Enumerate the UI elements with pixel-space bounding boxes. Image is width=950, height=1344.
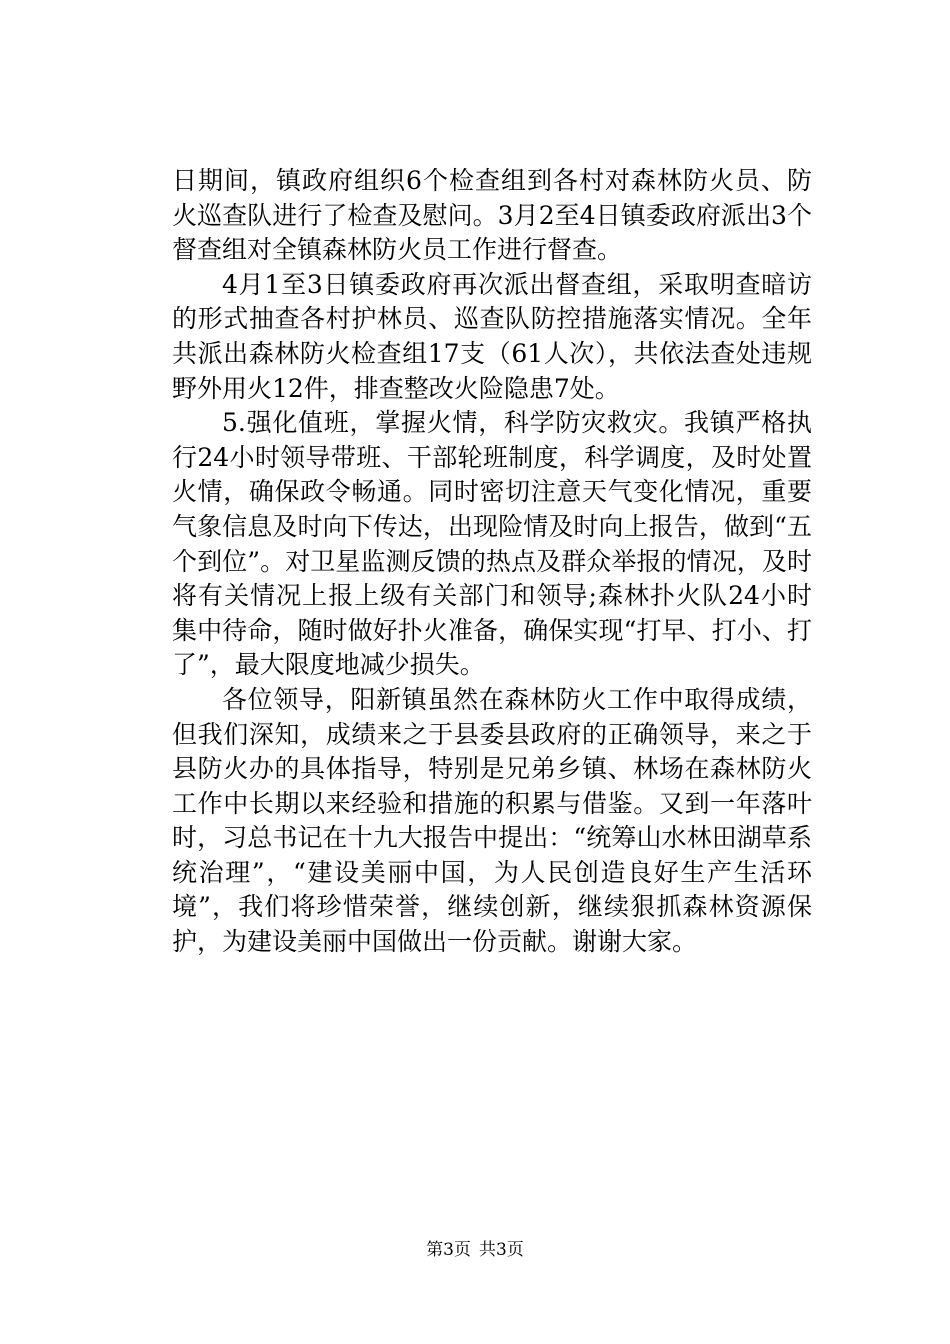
paragraph-3: 5.强化值班，掌握火情，科学防灾救灾。我镇严格执行24小时领导带班、干部轮班制度，科学调度，及时处置火情，确保政令畅通。同时密切注意天气变化情况，重要气象信息及时向下传达，出现险情及时向上报告，做到“五个到位”。对卫星监测反馈的热点及群众举报的情况，及时将有关情况上报上级有关部门和领导;森林扑火队24小时集中待命，随时做好扑火准备，确保实现“打早、打小、打了”，最大限度地减少损失。 [172, 408, 812, 680]
paragraph-1: 日期间，镇政府组织6个检查组到各村对森林防火员、防火巡查队进行了检查及慰问。3月2至4日镇委政府派出3个督查组对全镇森林防火员工作进行督查。 [172, 166, 812, 265]
paragraph-2: 4月1至3日镇委政府再次派出督查组，采取明查暗访的形式抽查各村护林员、巡查队防控措施落实情况。全年共派出森林防火检查组17支（61人次），共依法查处违规野外用火12件，排查整改火险隐患7处。 [172, 269, 812, 403]
page-number: 第3页 [426, 1240, 471, 1260]
document-body [172, 164, 812, 960]
page-total: 共3页 [479, 1240, 524, 1260]
paragraph-4: 各位领导，阳新镇虽然在森林防火工作中取得成绩，但我们深知，成绩来之于县委县政府的正确领导，来之于县防火办的具体指导，特别是兄弟乡镇、林场在森林防火工作中长期以来经验和措施的积累与借鉴。又到一年落叶时，习总书记在十九大报告中提出：“统筹山水林田湖草系统治理”，“建设美丽中国，为人民创造良好生产生活环境”，我们将珍惜荣誉，继续创新，继续狠抓森林资源保护，为建设美丽中国做出一份贡献。谢谢大家。 [172, 684, 812, 957]
page-footer [0, 1238, 950, 1262]
